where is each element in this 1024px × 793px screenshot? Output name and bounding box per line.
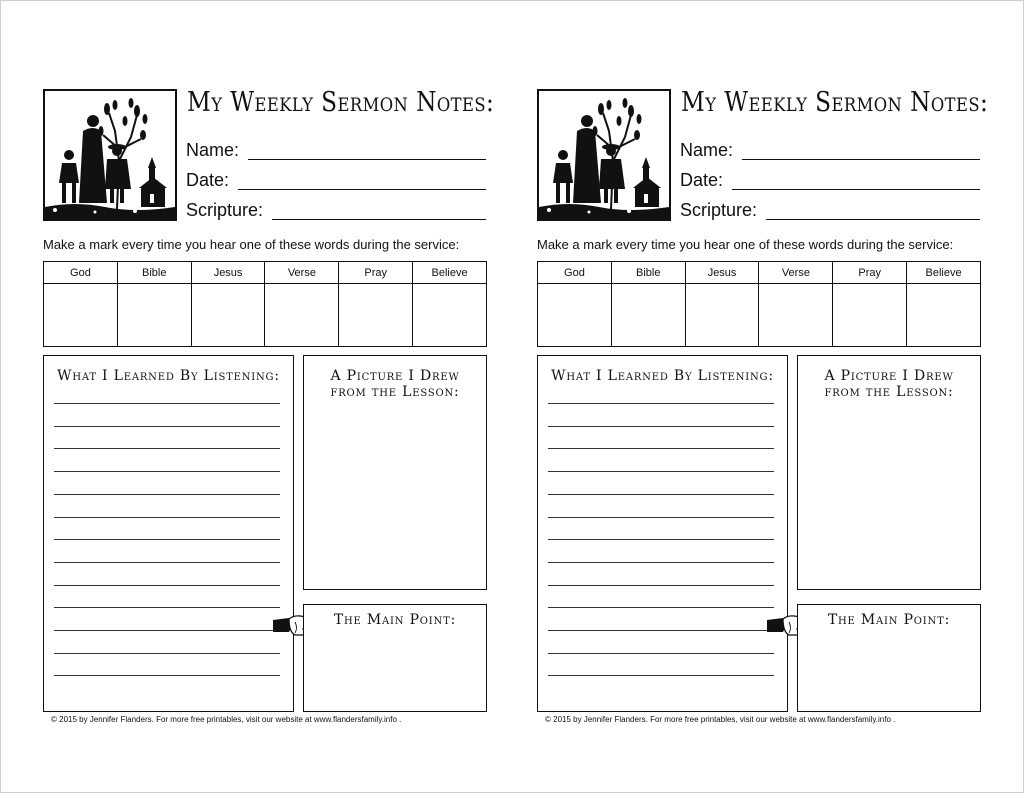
learned-title: What I Learned By Listening: (551, 368, 774, 384)
tally-cell-pray[interactable] (833, 284, 907, 347)
word-header-pray: Pray (339, 262, 413, 284)
name-line[interactable] (248, 159, 486, 160)
writing-line[interactable] (548, 426, 774, 427)
word-header-jesus: Jesus (191, 262, 265, 284)
word-header-god: God (538, 262, 612, 284)
writing-line[interactable] (54, 562, 280, 563)
word-header-row (538, 262, 981, 284)
scripture-label: Scripture: (186, 200, 264, 220)
sermon-notes-sheet-left (43, 1, 503, 792)
main-point-box[interactable] (303, 604, 487, 712)
instruction-text: Make a mark every time you hear one of these words during the service: (537, 237, 954, 252)
tally-cell-god[interactable] (44, 284, 118, 347)
scripture-line[interactable] (272, 219, 486, 220)
writing-line[interactable] (54, 630, 280, 631)
writing-line[interactable] (54, 653, 280, 654)
copyright-footer: © 2015 by Jennifer Flanders. For more free printables, visit our website at www.flandersfamily.info . (51, 715, 402, 724)
word-tally-table (43, 261, 487, 347)
writing-line[interactable] (548, 403, 774, 404)
writing-line[interactable] (54, 471, 280, 472)
writing-line[interactable] (54, 607, 280, 608)
tally-cell-verse[interactable] (265, 284, 339, 347)
tally-cell-god[interactable] (538, 284, 612, 347)
tally-cell-jesus[interactable] (685, 284, 759, 347)
writing-line[interactable] (54, 675, 280, 676)
tally-cell-pray[interactable] (339, 284, 413, 347)
writing-line[interactable] (548, 630, 774, 631)
tally-row (44, 284, 487, 347)
page-title: My Weekly Sermon Notes: (681, 87, 989, 118)
picture-title-line2: from the Lesson: (824, 384, 954, 400)
writing-line[interactable] (548, 653, 774, 654)
main-point-title: The Main Point: (827, 612, 951, 628)
picture-title (798, 368, 980, 400)
writing-line[interactable] (548, 471, 774, 472)
picture-box[interactable] (303, 355, 487, 590)
instruction-text: Make a mark every time you hear one of these words during the service: (43, 237, 460, 252)
picture-title-line1: A Picture I Drew (330, 368, 460, 384)
tally-row (538, 284, 981, 347)
word-header-jesus: Jesus (685, 262, 759, 284)
writing-line[interactable] (54, 403, 280, 404)
tally-cell-bible[interactable] (117, 284, 191, 347)
page-title: My Weekly Sermon Notes: (187, 87, 495, 118)
date-line[interactable] (238, 189, 486, 190)
tally-cell-jesus[interactable] (191, 284, 265, 347)
main-point-box[interactable] (797, 604, 981, 712)
word-tally-table (537, 261, 981, 347)
tally-cell-believe[interactable] (907, 284, 981, 347)
writing-line[interactable] (548, 607, 774, 608)
word-header-believe: Believe (413, 262, 487, 284)
copyright-footer: © 2015 by Jennifer Flanders. For more free printables, visit our website at www.flandersfamily.info . (545, 715, 896, 724)
writing-line[interactable] (548, 562, 774, 563)
word-header-row (44, 262, 487, 284)
family-church-illustration (537, 89, 671, 221)
learned-title: What I Learned By Listening: (57, 368, 280, 384)
tally-cell-believe[interactable] (413, 284, 487, 347)
tally-cell-verse[interactable] (759, 284, 833, 347)
writing-line[interactable] (54, 517, 280, 518)
writing-line[interactable] (548, 585, 774, 586)
sermon-notes-sheet-right (537, 1, 997, 792)
name-label: Name: (680, 140, 734, 160)
date-label: Date: (186, 170, 230, 190)
writing-line[interactable] (54, 448, 280, 449)
word-header-bible: Bible (611, 262, 685, 284)
word-header-god: God (44, 262, 118, 284)
picture-box[interactable] (797, 355, 981, 590)
scripture-line[interactable] (766, 219, 980, 220)
writing-line[interactable] (54, 585, 280, 586)
date-label: Date: (680, 170, 724, 190)
name-line[interactable] (742, 159, 980, 160)
word-header-verse: Verse (759, 262, 833, 284)
writing-line[interactable] (548, 675, 774, 676)
word-header-verse: Verse (265, 262, 339, 284)
writing-line[interactable] (54, 494, 280, 495)
word-header-bible: Bible (117, 262, 191, 284)
scripture-label: Scripture: (680, 200, 758, 220)
writing-line[interactable] (54, 539, 280, 540)
learned-box[interactable] (43, 355, 294, 712)
picture-title-line1: A Picture I Drew (824, 368, 954, 384)
family-church-illustration (43, 89, 177, 221)
picture-title (304, 368, 486, 400)
writing-line[interactable] (548, 517, 774, 518)
name-label: Name: (186, 140, 240, 160)
main-point-title: The Main Point: (333, 612, 457, 628)
writing-line[interactable] (54, 426, 280, 427)
word-header-pray: Pray (833, 262, 907, 284)
writing-line[interactable] (548, 448, 774, 449)
word-header-believe: Believe (907, 262, 981, 284)
writing-line[interactable] (548, 494, 774, 495)
learned-box[interactable] (537, 355, 788, 712)
writing-line[interactable] (548, 539, 774, 540)
picture-title-line2: from the Lesson: (330, 384, 460, 400)
tally-cell-bible[interactable] (611, 284, 685, 347)
date-line[interactable] (732, 189, 980, 190)
